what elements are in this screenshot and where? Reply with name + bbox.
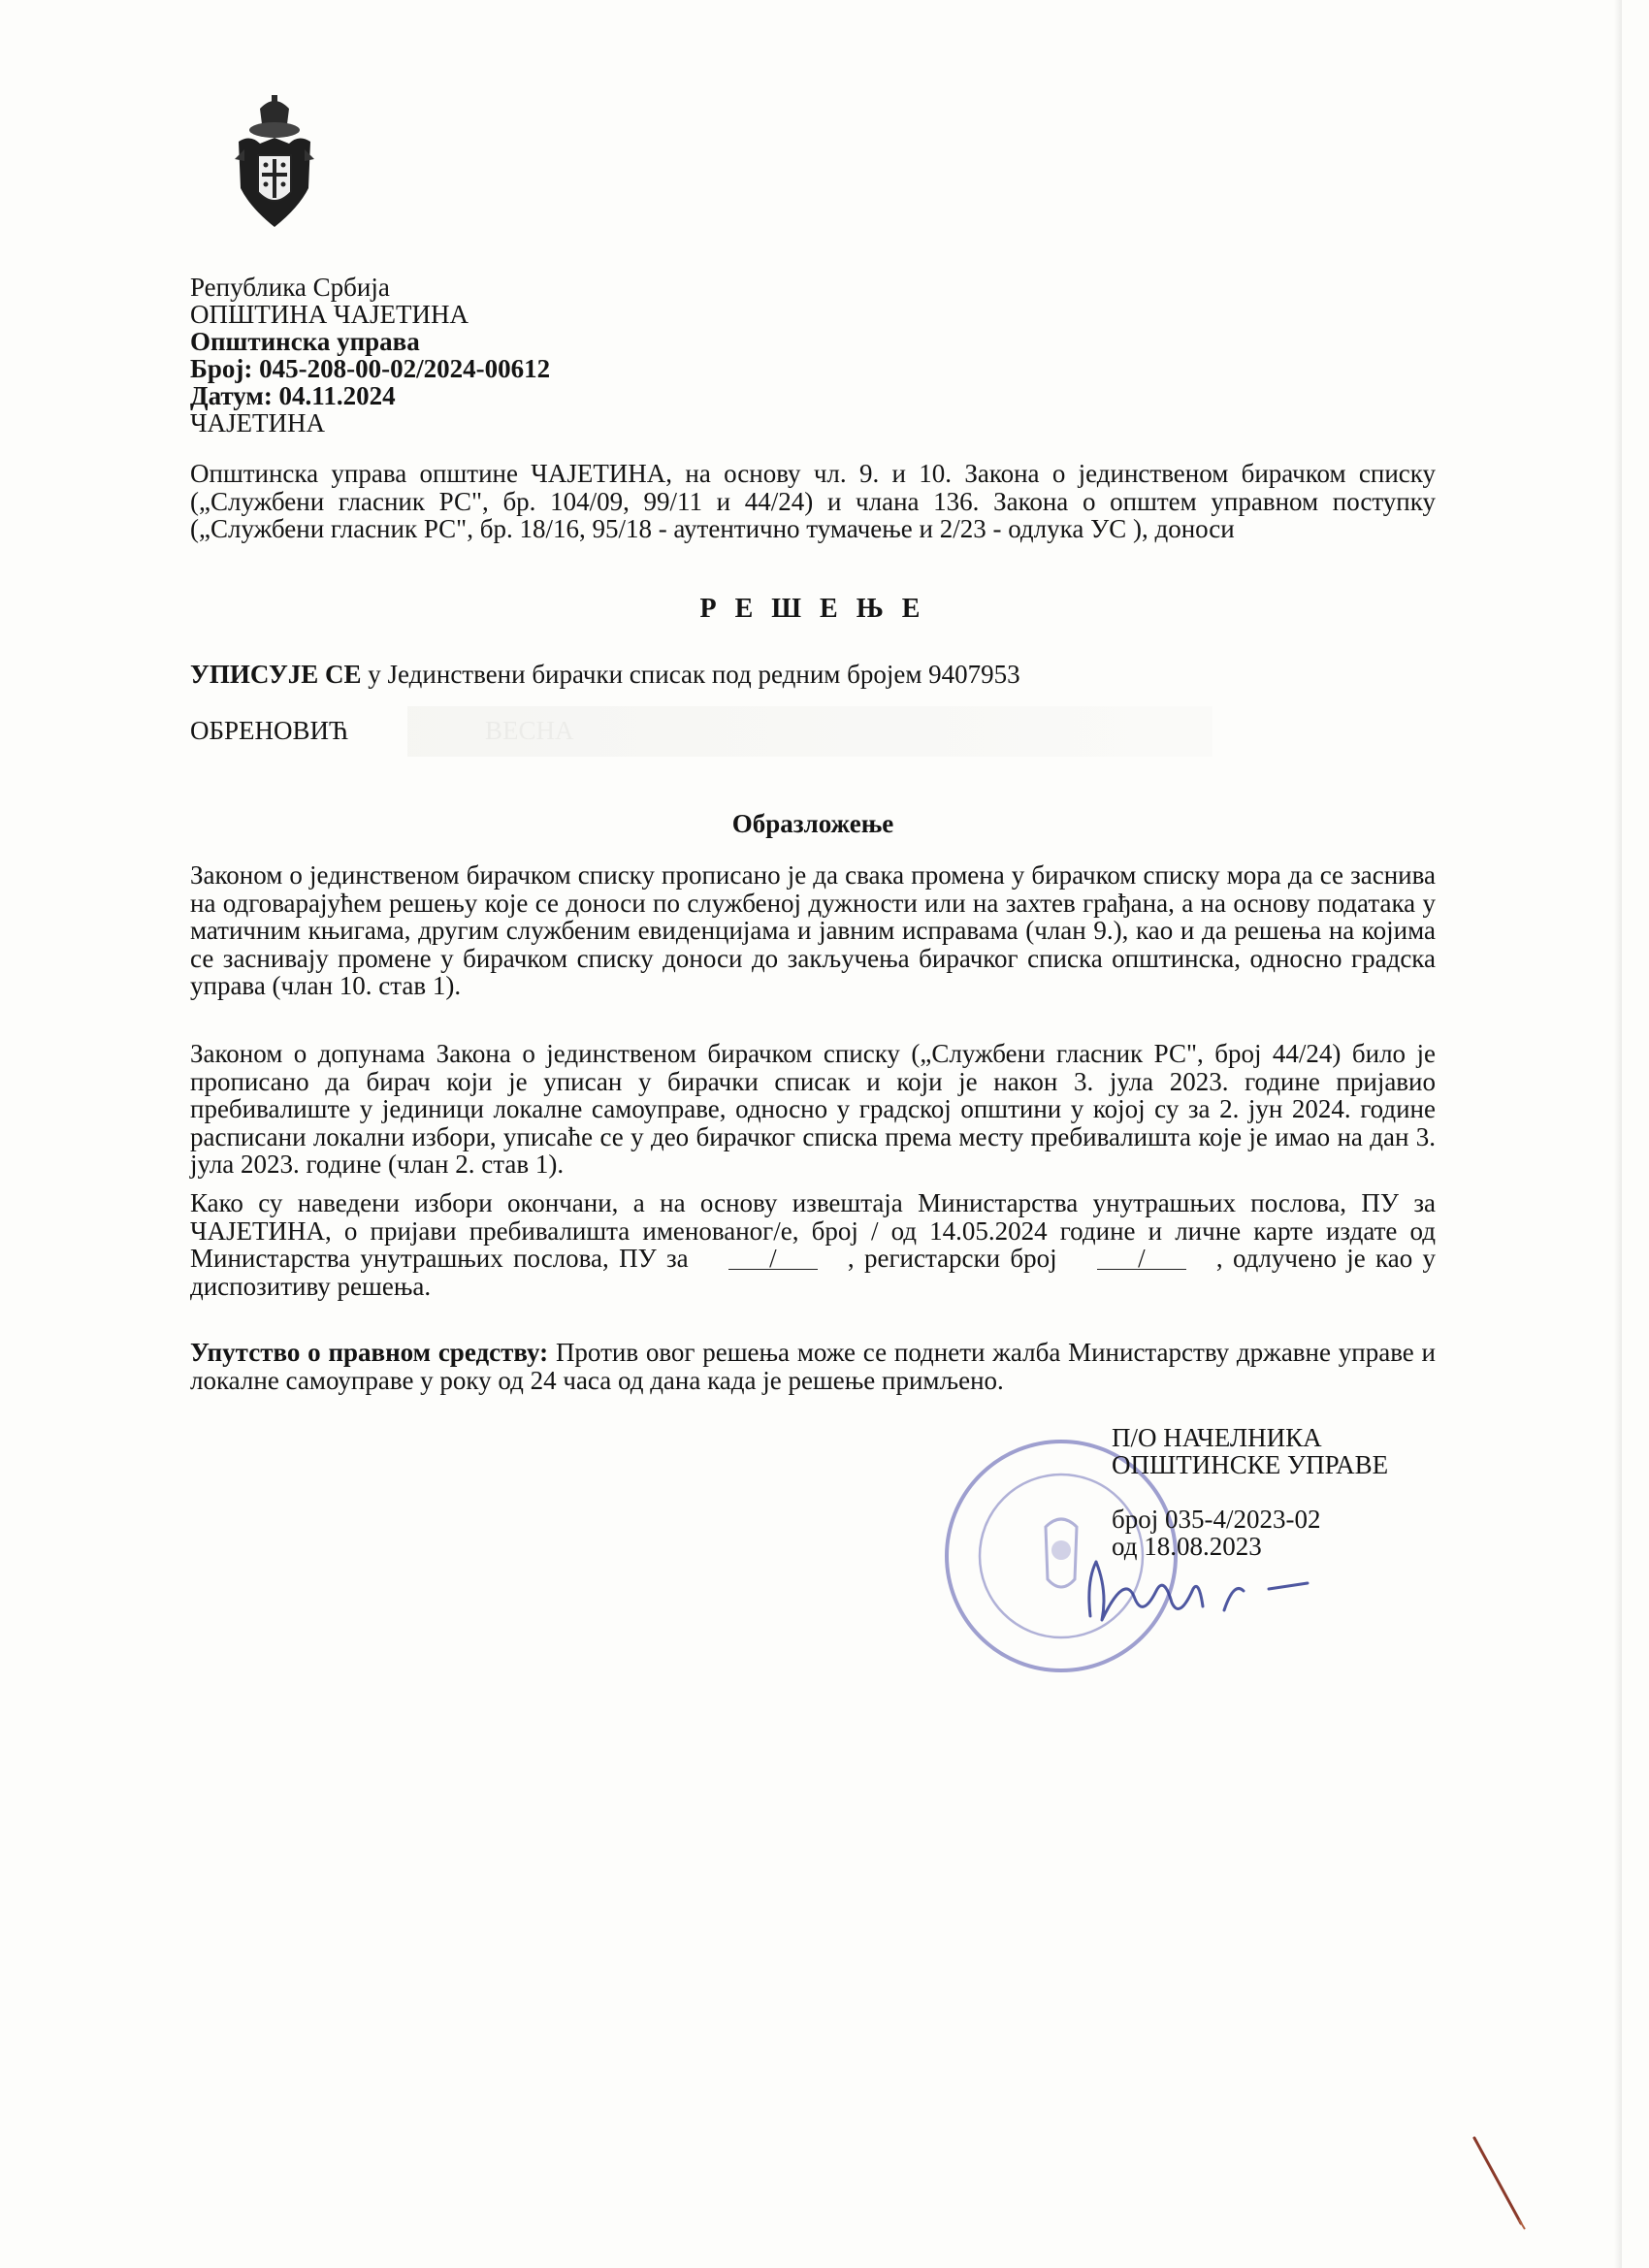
document-number: Број: 045-208-00-02/2024-00612 [190,354,551,383]
municipality-name: ОПШТИНА ЧАЈЕТИНА [190,300,469,329]
republic-name: Република Србија [190,273,390,302]
enroll-bold: УПИСУЈЕ СЕ [190,660,362,689]
instruction-bold: Упутство о правном средству: [190,1338,549,1367]
document-date: Датум: 04.11.2024 [190,381,396,410]
paragraph-3-part2: , регистарски број [847,1244,1057,1273]
redacted-area [407,706,1212,757]
intro-paragraph [190,460,1436,543]
paragraph-3-part1: Како су наведени избори окончани, а на основу извештаја Министарства унутрашњих послова, ПУ за ЧАЈЕТИНА, о пријави пребивалишта именованог/е, број / од 14.05.2024 године и личне карте издате од Министарства унутрашњих послова, ПУ за [190,1188,1436,1273]
paragraph-3-part3: , одлучено је као у диспозитиву решења. [190,1244,1437,1301]
coat-of-arms-icon [231,91,318,237]
instruction-rest: Против овог решења може се поднети жалба Министарству државне управе и локалне самоуправе у року од 24 часа од дана када је решење примљено. [190,1338,1437,1395]
paragraph-1: Законом о јединственом бирачком списку прописано је да свака промена у бирачком списку мора да се заснива на одговарајућем решењу које се доноси по службеној дужности или на захтев грађана, а на основу података у матичним књигама, другим службеним евиденцијама и јавним исправама (члан 9.), као и да решења на којима се заснивају промене у бирачком списку доноси до закључења бирачког списка општинска, односно градска управа (члан 10. став 1). [190,860,1436,1000]
paragraph-3 [190,1189,1436,1300]
legal-remedy-instruction [190,1339,1436,1394]
intro-text: Општинска управа општине ЧАЈЕТИНА, на основу чл. 9. и 10. Закона о јединственом бирачком списку („Службени гласник РС", бр. 104/09, 99/11 и 44/24) и члана 136. Закона о општем управном поступку („Службени гласник РС", бр. 18/16, 95/18 - аутентично тумачење и 2/23 - одлука УС ), доноси [190,459,1436,543]
person-name [190,716,348,746]
person-surname: ОБРЕНОВИЋ [190,716,349,745]
enroll-rest: у Јединствени бирачки списак под редним бројем 9407953 [368,660,1020,689]
document-header [190,274,550,437]
enroll-statement [190,660,1020,690]
signatory-line-2: ОПШТИНСКЕ УПРАВЕ [1112,1450,1389,1479]
staple-pin-icon [1471,2134,1529,2231]
paragraph-2: Законом о допунама Закона о јединственом бирачком списку („Службени гласник РС", број 44/24) било је прописано да бирач који је уписан у бирачки списак и који је након 3. јула 2023. године пријавио пребивалиште у јединици локалне самоуправе, односно у градској општини у којој су за 2. јун 2024. године расписани локални избори, уписаће се у део бирачког списка према месту пребивалишта које је имао на дан 3. јула 2023. године (члан 2. став 1). [190,1039,1436,1179]
handwritten-signature-icon [1079,1552,1311,1630]
paragraph-3-blank1: / [728,1247,818,1270]
scan-edge-shadow [1614,0,1622,2268]
document-place: ЧАЈЕТИНА [190,408,326,437]
signatory-line-4: од 18.08.2023 [1112,1532,1262,1561]
signatory-line-3: број 035-4/2023-02 [1112,1505,1321,1534]
signatory-block [1112,1424,1388,1560]
decision-title: Р Е Ш Е Њ Е [699,594,926,624]
signatory-line-1: П/О НАЧЕЛНИКА [1112,1423,1322,1452]
reason-title: Образложење [731,809,894,838]
paragraph-3-blank2: / [1097,1247,1186,1270]
administration-name: Општинска управа [190,327,420,356]
